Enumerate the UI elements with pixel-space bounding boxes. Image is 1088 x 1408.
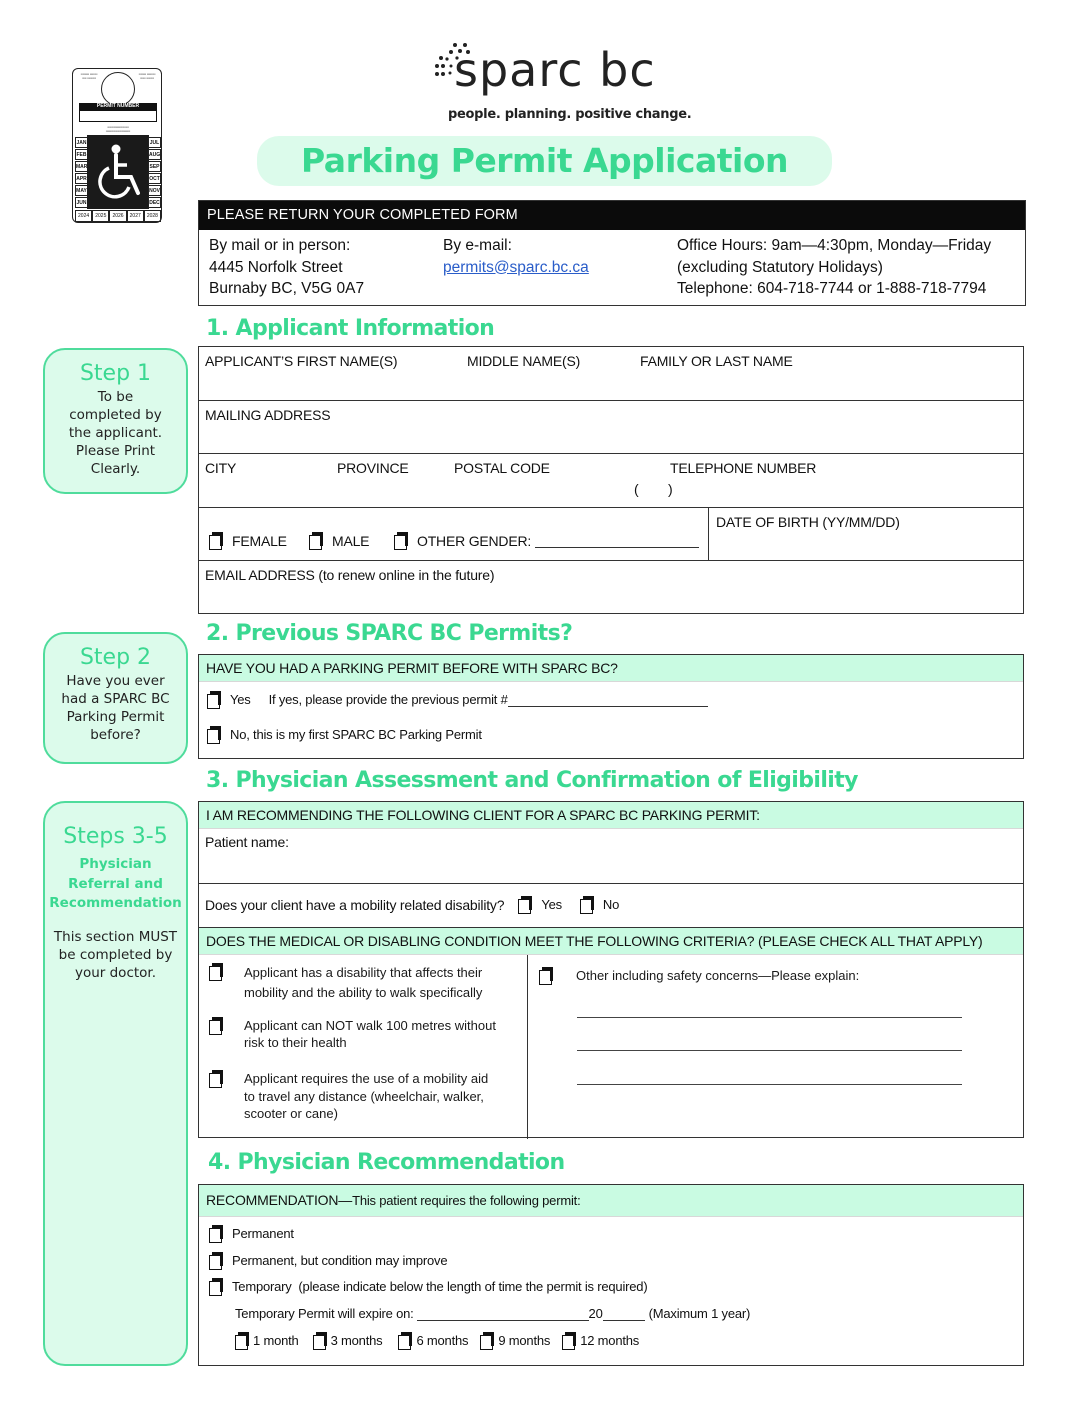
criteria-line: risk to their health	[244, 1035, 347, 1050]
step-1-box	[43, 348, 188, 494]
criteria-text	[244, 963, 482, 1003]
gender-female-option[interactable]	[209, 532, 287, 549]
first-permit-option[interactable]	[207, 726, 482, 743]
criteria-item-other[interactable]	[539, 967, 859, 984]
duration-12-months-label: 12 months	[580, 1333, 640, 1348]
step-subtitle-line: Physician	[79, 856, 152, 872]
year-label: 2025	[92, 210, 109, 222]
address-row	[199, 401, 1023, 454]
tagline: people. planning. positive change.	[448, 107, 692, 122]
maximum-note: (Maximum 1 year)	[648, 1306, 751, 1321]
duration-1-month-checkbox[interactable]	[235, 1332, 250, 1349]
month-label: MAY	[75, 185, 88, 196]
postal-code-field[interactable]: POSTAL CODE	[454, 460, 550, 476]
recommendation-bar-title: RECOMMENDATION—	[206, 1192, 353, 1208]
permit-number-label: PERMIT NUMBER	[79, 103, 157, 110]
duration-3-months-label: 3 months	[330, 1333, 383, 1348]
other-criteria-label: Other including safety concerns—Please explain:	[576, 968, 860, 983]
step-text-line: before?	[90, 727, 141, 743]
step-text-line: Please Print	[75, 443, 156, 459]
month-label: JAN	[75, 137, 88, 148]
temporary-checkbox[interactable]	[209, 1278, 224, 1295]
sparc-logo-text: sparc bc	[454, 43, 656, 97]
recommendation-bar	[199, 1185, 1023, 1217]
duration-12-months-checkbox[interactable]	[562, 1332, 577, 1349]
mail-label: By mail or in person:	[209, 237, 351, 254]
expiry-year-input[interactable]	[603, 1307, 645, 1321]
return-info-heading: PLEASE RETURN YOUR COMPLETED FORM	[199, 201, 1025, 230]
criteria-checkbox[interactable]	[209, 1017, 224, 1034]
return-info-box	[198, 200, 1026, 306]
step-text-line: Have you ever	[66, 673, 165, 689]
duration-1-month-label: 1 month	[253, 1333, 299, 1348]
middle-name-field[interactable]: MIDDLE NAME(S)	[467, 353, 581, 369]
criteria-item-mobility-aid[interactable]	[209, 1070, 488, 1123]
section-3-heading: 3. Physician Assessment and Confirmation of Eligibility	[206, 768, 858, 793]
month-label: JUL	[148, 137, 161, 148]
mobility-yes-checkbox[interactable]	[518, 896, 533, 913]
parking-permit-hanger-illustration	[72, 68, 162, 223]
office-hours-note: (excluding Statutory Holidays)	[677, 258, 883, 276]
criteria-text	[244, 1070, 488, 1123]
wheelchair-icon	[87, 135, 149, 209]
mobility-yes-label: Yes	[541, 897, 562, 912]
physician-assessment-form	[198, 801, 1024, 1138]
other-explanation-line-2[interactable]	[577, 1050, 962, 1051]
section-1-heading: 1. Applicant Information	[206, 316, 495, 341]
month-label: OCT	[148, 173, 161, 184]
criteria-line: Applicant requires the use of a mobility aid	[244, 1071, 489, 1086]
other-gender-label: OTHER GENDER:	[417, 532, 532, 549]
step-2-box	[43, 632, 188, 764]
criteria-bar: DOES THE MEDICAL OR DISABLING CONDITION MEET THE FOLLOWING CRITERIA? (PLEASE CHECK ALL THAT APPLY)	[199, 928, 1023, 955]
criteria-area	[199, 955, 1023, 1139]
male-checkbox[interactable]	[309, 532, 324, 549]
gender-other-option[interactable]	[394, 532, 699, 549]
physician-recommendation-form	[198, 1184, 1024, 1366]
month-label: SEP	[148, 161, 161, 172]
hanger-fine-print: ▪▪▪▪▪▪▪ ▪▪▪▪▪▪▪▪ ▪▪▪▪▪ ▪▪▪▪▪▪▪	[138, 72, 156, 80]
temporary-label: Temporary (please indicate below the length of time the permit is required)	[232, 1279, 648, 1294]
expiry-year-prefix: 20	[588, 1306, 603, 1321]
wheelchair-symbol	[87, 135, 149, 209]
mail-info	[209, 235, 443, 300]
permanent-option[interactable]	[209, 1225, 294, 1242]
month-label: MAR	[75, 161, 88, 172]
other-explanation-line-1[interactable]	[577, 1017, 962, 1018]
criteria-line: scooter or cane)	[244, 1106, 338, 1121]
step-text-line: This section MUST	[53, 928, 178, 945]
step-text-line: Parking Permit	[66, 709, 165, 725]
female-label: FEMALE	[232, 532, 287, 549]
month-label: NOV	[148, 185, 161, 196]
yes-checkbox[interactable]	[207, 691, 222, 708]
month-label: JUN	[75, 197, 88, 208]
permanent-may-improve-label: Permanent, but condition may improve	[232, 1253, 448, 1268]
mobility-question-row	[199, 884, 1023, 928]
month-label: FEB	[75, 149, 88, 160]
divider	[527, 955, 528, 1139]
month-label: APR	[75, 173, 88, 184]
patient-name-row	[199, 829, 1023, 884]
no-first-permit-checkbox[interactable]	[207, 726, 222, 743]
criteria-text	[244, 1017, 496, 1051]
other-gender-input[interactable]	[535, 534, 699, 548]
other-explanation-line-3[interactable]	[577, 1084, 962, 1085]
phone-area-code-parens: ( )	[634, 481, 673, 497]
criteria-line: mobility and the ability to walk specifically	[244, 985, 483, 1000]
patient-name-field[interactable]: Patient name:	[205, 834, 289, 850]
month-label: DEC	[148, 197, 161, 208]
recommendation-bar-text: This patient requires the following permit:	[352, 1193, 581, 1208]
city-field[interactable]: CITY	[205, 460, 237, 476]
criteria-item-disability[interactable]	[209, 963, 482, 1003]
gender-dob-row	[199, 508, 1023, 561]
step-text-line: To be	[97, 389, 134, 405]
office-info	[677, 235, 1015, 300]
previous-permit-yes-option[interactable]	[207, 691, 708, 708]
telephone-field[interactable]: TELEPHONE NUMBER	[670, 460, 817, 476]
name-row	[199, 347, 1023, 401]
previous-permit-question: HAVE YOU HAD A PARKING PERMIT BEFORE WITH SPARC BC?	[199, 655, 1023, 682]
email-info	[443, 235, 677, 300]
date-of-birth-field[interactable]: DATE OF BIRTH (YY/MM/DD)	[716, 514, 900, 530]
duration-3-months-checkbox[interactable]	[313, 1332, 328, 1349]
yes-label: Yes	[230, 692, 251, 707]
steps-3-5-title: Steps 3-5	[63, 824, 168, 849]
step-text-line: completed by	[69, 407, 162, 423]
page-title-banner	[257, 136, 832, 186]
temporary-option[interactable]	[209, 1278, 647, 1295]
duration-9-months-checkbox[interactable]	[480, 1332, 495, 1349]
step-text-line: the applicant.	[68, 425, 163, 441]
office-telephone: Telephone: 604-718-7744 or 1-888-718-7794	[677, 280, 987, 297]
divider	[708, 508, 709, 561]
step-text-line: had a SPARC BC	[61, 691, 170, 707]
step-2-text	[45, 672, 186, 744]
criteria-line: Applicant has a disability that affects their	[244, 965, 483, 980]
section-4-heading: 4. Physician Recommendation	[208, 1150, 565, 1175]
step-text-line: Clearly.	[90, 461, 141, 477]
years-row	[75, 210, 161, 222]
mailing-address-field[interactable]: MAILING ADDRESS	[205, 407, 331, 423]
step-1-title: Step 1	[79, 361, 152, 386]
criteria-line: Applicant can NOT walk 100 metres without	[244, 1018, 496, 1033]
steps-3-5-box	[43, 801, 188, 1366]
applicant-info-form	[198, 346, 1024, 614]
expiry-date-input[interactable]	[417, 1307, 589, 1321]
steps-3-5-text	[45, 928, 186, 982]
previous-permit-number-input[interactable]	[508, 693, 708, 707]
months-right	[148, 137, 161, 208]
criteria-checkbox[interactable]	[209, 1070, 224, 1087]
year-label: 2027	[127, 210, 144, 222]
step-subtitle-line: Referral and	[68, 875, 163, 892]
previous-permits-form	[198, 654, 1024, 759]
mobility-no-checkbox[interactable]	[580, 896, 595, 913]
permanent-checkbox[interactable]	[209, 1225, 224, 1242]
permanent-label: Permanent	[232, 1226, 294, 1241]
permanent-may-improve-checkbox[interactable]	[209, 1252, 224, 1269]
other-gender-checkbox[interactable]	[394, 532, 409, 549]
address-line-1: 4445 Norfolk Street	[209, 258, 343, 276]
step-2-title: Step 2	[79, 645, 152, 670]
hanger-fine-print: ▪▪▪▪▪▪▪▪ ▪▪▪▪▪▪▪ ▪▪▪▪ ▪▪▪▪▪▪▪▪	[80, 72, 98, 80]
duration-9-months-label: 9 months	[498, 1333, 551, 1348]
year-label: 2024	[75, 210, 92, 222]
steps-3-5-subtitle	[45, 855, 186, 914]
gender-male-option[interactable]	[309, 532, 369, 549]
email-link[interactable]: permits@sparc.bc.ca	[443, 258, 589, 276]
duration-options	[235, 1332, 639, 1349]
recommending-client-bar: I AM RECOMMENDING THE FOLLOWING CLIENT FOR A SPARC BC PARKING PERMIT:	[199, 802, 1023, 829]
province-field[interactable]: PROVINCE	[337, 460, 409, 476]
step-text-line: your doctor.	[74, 964, 157, 981]
duration-6-months-checkbox[interactable]	[398, 1332, 413, 1349]
year-label: 2028	[144, 210, 161, 222]
female-checkbox[interactable]	[209, 532, 224, 549]
criteria-item-walk[interactable]	[209, 1017, 496, 1051]
office-hours: Office Hours: 9am—4:30pm, Monday—Friday	[677, 237, 992, 254]
criteria-line: to travel any distance (wheelchair, walker,	[244, 1088, 484, 1104]
page-title: Parking Permit Application	[301, 141, 788, 180]
first-name-field[interactable]: APPLICANT’S FIRST NAME(S)	[205, 353, 398, 369]
city-row	[199, 454, 1023, 508]
first-permit-label: No, this is my first SPARC BC Parking Permit	[230, 727, 482, 742]
year-label: 2026	[109, 210, 126, 222]
expiry-label: Temporary Permit will expire on:	[235, 1306, 414, 1321]
mobility-no-label: No	[602, 897, 620, 912]
previous-permit-prompt: If yes, please provide the previous permit #	[268, 692, 508, 707]
hanger-hole	[101, 72, 135, 106]
month-label: AUG	[148, 149, 161, 160]
expiry-row	[235, 1306, 750, 1321]
other-criteria-checkbox[interactable]	[539, 967, 554, 984]
step-text-line: be completed by	[58, 946, 173, 963]
permanent-may-improve-option[interactable]	[209, 1252, 447, 1269]
section-2-heading: 2. Previous SPARC BC Permits?	[206, 621, 573, 646]
duration-6-months-label: 6 months	[416, 1333, 469, 1348]
email-address-field[interactable]: EMAIL ADDRESS (to renew online in the future)	[205, 567, 495, 583]
male-label: MALE	[332, 532, 370, 549]
last-name-field[interactable]: FAMILY OR LAST NAME	[640, 353, 793, 369]
email-row	[199, 561, 1023, 613]
email-label: By e-mail:	[443, 237, 512, 254]
step-subtitle-line: Recommendation	[49, 895, 182, 911]
mobility-question-label: Does your client have a mobility related disability?	[205, 896, 505, 913]
step-1-text	[45, 388, 186, 478]
criteria-checkbox[interactable]	[209, 963, 224, 980]
permit-number-box	[79, 110, 157, 122]
mobility-question	[205, 896, 619, 913]
address-line-2: Burnaby BC, V5G 0A7	[209, 280, 365, 297]
hanger-fine-print: ▪▪▪▪▪▪▪▪▪▪▪▪▪▪▪▪▪▪▪▪ ▪▪▪▪▪▪▪▪▪▪▪▪▪▪▪▪▪▪▪▪▪▪▪	[105, 125, 131, 133]
